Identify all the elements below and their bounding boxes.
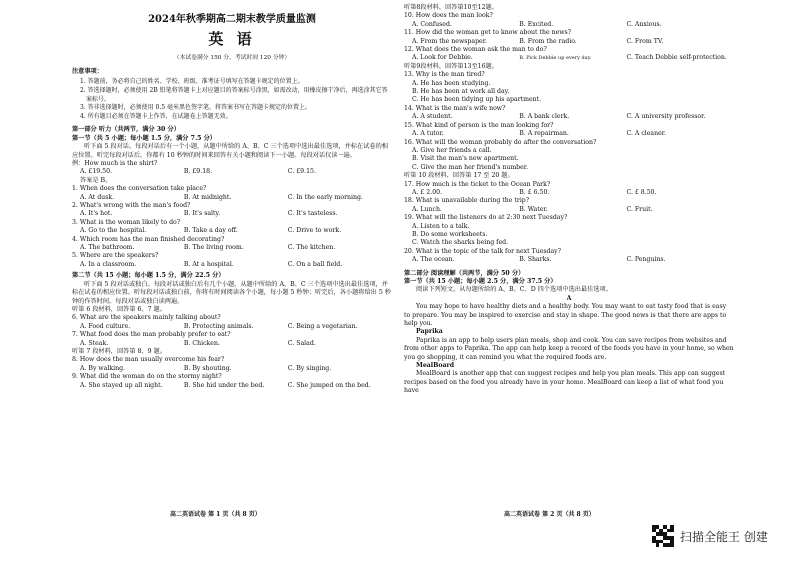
option: C. Anxious. [626, 20, 662, 28]
option: A. At dusk. [80, 193, 115, 201]
option: A. From the newspaper. [412, 37, 487, 45]
option: A. Go to the hospital. [80, 227, 147, 235]
option: B. It's salty. [183, 210, 221, 218]
option: C. It's tasteless. [287, 210, 338, 218]
option: C. A university professor. [626, 113, 706, 121]
scanner-watermark [652, 525, 768, 547]
option: B. £9.18. [183, 168, 213, 176]
option: B. She hid under the bed. [183, 381, 265, 389]
notice-list [72, 78, 392, 121]
options [80, 244, 392, 252]
page-footer: 高二英语试卷 第 1 页（共 8 页） [170, 511, 261, 518]
passage-intro: You may hope to have healthy diets and a healthy body. You may want to eat tasty food that is easy to prepare. You may be inspired to exercise and stay in shape. The good news is that there are apps to help you. [404, 303, 727, 328]
option: A. By walking. [80, 364, 126, 372]
option: A. Give her friends a call. [412, 146, 492, 154]
option: B. By shouting. [183, 364, 232, 372]
question: 20. What is the topic of the talk for next Tuesday? [404, 247, 561, 255]
option: B. From the radio. [519, 37, 577, 45]
example-answer: 答案是 B。 [80, 176, 112, 184]
section-heading: 第一节（共 5 小题；每小题 1.5 分，满分 7.5 分） [72, 134, 216, 142]
example-question: 例：How much is the shirt? [72, 160, 158, 167]
question: 6. What are the speakers mainly talking about? [72, 314, 221, 322]
notice-item: 4. 所有题目必须在答题卡上作答，在试题卷上答题无效。 [80, 112, 232, 120]
options [412, 189, 734, 197]
part-heading: 第一部分 听力（共两节，满分 30 分） [72, 126, 180, 134]
options [412, 223, 734, 248]
option: B. Do some worksheets. [412, 230, 488, 238]
notice-title: 注意事项： [72, 68, 103, 75]
app-heading: Paprika [416, 328, 443, 336]
option: A. The ocean. [412, 256, 455, 264]
question: 12. What does the woman ask the man to do? [404, 46, 547, 54]
option: C. On a ball field. [287, 260, 343, 268]
question: 16. What will the woman probably do after the conversation? [404, 138, 597, 146]
option: C. £ 8.50. [626, 188, 657, 196]
options [80, 227, 392, 235]
option: B. Protecting animals. [183, 322, 254, 330]
subject-title: 英 语 [208, 30, 256, 48]
options [80, 323, 392, 331]
option: C. £9.15. [287, 168, 316, 176]
option: A. Look for Debbie. [412, 54, 473, 62]
option: B. At midnight. [183, 193, 232, 201]
question: 18. What is unavailable during the trip? [404, 197, 530, 205]
question: 8. How does the man usually overcome his fear? [72, 356, 225, 364]
page-2 [404, 4, 734, 396]
directions: 听下面 5 段对话或独白。每段对话或独白后有几个小题，从题中所给的 A、B、C 三个选项中选出最佳选项，并标在试卷的相应位置。听每段对话或独白前，你将有时间阅读各个小题，每小题 5 秒钟；听完后，各小题将给出 5 秒钟的作答时间。每段对话或独白读两遍。 [72, 280, 391, 305]
option: C. Watch the sharks being fed. [412, 239, 509, 247]
directions: 听下面 5 段对话。每段对话后有一个小题，从题中所给的 A、B、C 三个选项中选出最佳选项，并标在试卷的相应位置。听完每段对话后，你都有 10 秒钟的时间来回答有关小题和阅读下一小题。每段对话仅读一遍。 [72, 143, 388, 159]
option: C. A cleaner. [626, 130, 667, 138]
options [80, 382, 392, 390]
option: A. Listen to a talk. [412, 222, 470, 230]
option: C. Teach Debbie self-protection. [626, 54, 727, 62]
option: B. Pick Debbie up every day. [519, 55, 592, 62]
question: 1. When does the conversation take place? [72, 185, 207, 193]
group-heading: 听第 10 段材料，回答第 17 至 20 题。 [404, 172, 514, 180]
options [80, 261, 392, 269]
page-1 [72, 0, 392, 390]
question: 13. Why is the man tired? [404, 71, 485, 79]
options [412, 113, 734, 121]
option: A. It's hot. [80, 210, 113, 218]
option: C. Salad. [287, 339, 316, 347]
option: C. From TV. [626, 37, 664, 45]
app-paragraph: Paprika is an app to help users plan meals, shop and cook. You can save recipes from websites and from other apps to Paprika. The app can help keep a record of the foods you have in your home, so when you go shopping, it can remind you what the required foods are. [404, 336, 734, 361]
options [80, 365, 392, 373]
options [412, 130, 734, 138]
option: C. Drive to work. [287, 227, 342, 235]
options [412, 206, 734, 214]
question: 14. What is the man's wife now? [404, 104, 506, 112]
question: 17. How much is the ticket to the Ocean Park? [404, 180, 551, 188]
question: 3. What is the woman likely to do? [72, 218, 181, 226]
notice-item: 3. 答非选择题时，必须使用 0.5 毫米黑色签字笔，将答案书写在答题卡规定的位置上。 [80, 104, 311, 112]
option: C. Penguins. [626, 256, 666, 264]
options [80, 194, 392, 202]
option: B. £ 6.50. [519, 188, 550, 196]
option: B. He has been at work all day. [412, 88, 510, 96]
app-heading: MealBoard [416, 362, 455, 370]
qr-code-icon [652, 525, 674, 547]
option: C. She jumped on the bed. [287, 381, 371, 389]
option: C. Fruit. [626, 205, 653, 213]
page-footer: 高二英语试卷 第 2 页（共 8 页） [504, 511, 595, 518]
group-heading: 听第8段材料，回答第10至12题。 [404, 4, 498, 11]
question: 7. What food does the man probably prefer to eat? [72, 331, 231, 339]
option: A. The bathroom. [80, 244, 135, 252]
option: B. Take a day off. [183, 227, 238, 235]
option: B. Excited. [519, 20, 554, 28]
section-heading: 第一节（共 15 小题；每小题 2.5 分，满分 37.5 分） [404, 278, 557, 285]
question: 10. How does the man look? [404, 12, 493, 20]
options [412, 54, 734, 62]
group-heading: 听第9段材料，回答第13至16题。 [404, 62, 498, 70]
option: B. At a hospital. [183, 260, 234, 268]
option: A. £ 2.00. [412, 188, 443, 196]
option: A. A tutor. [412, 130, 444, 138]
part-heading: 第二部分 阅读理解（共两节，满分 50 分） [404, 269, 525, 277]
option: C. Give the man her friend's number. [412, 163, 529, 171]
question: 11. How did the woman get to know about the news? [404, 29, 572, 37]
options [412, 256, 734, 264]
option: B. Chicken. [183, 339, 220, 347]
option: A. He has been studying. [412, 79, 491, 87]
option: C. In the early morning. [287, 193, 363, 201]
app-paragraph: MealBoard is another app that can suggest recipes and help you plan meals. This app can suggest recipes based on the food you already have in your home. MealBoard can keep a list of what food you have [404, 370, 726, 395]
option: C. By singing. [287, 364, 332, 372]
option: B. A bank clerk. [519, 113, 570, 121]
option: C. He has been tidying up his apartment. [412, 96, 542, 104]
option: A. She stayed up all night. [80, 381, 163, 389]
option: B. The living room. [183, 244, 244, 252]
notice-item: 1. 答题前，务必将自己的姓名、学校、班级、准考证号填写在答题卡规定的位置上。 [80, 78, 304, 86]
score-line: （本试卷满分 150 分，考试时间 120 分钟） [173, 55, 291, 61]
example-options [80, 168, 392, 176]
option: B. A repairman. [519, 130, 569, 138]
directions: 阅读下列短文，从每题所给的 A、B、C、D 四个选项中选出最佳选项。 [416, 286, 612, 294]
options [80, 210, 392, 218]
passage-label: A [566, 294, 572, 302]
watermark-text: 扫描全能王 创建 [680, 529, 768, 544]
notice-item: 2. 答选择题时，必须使用 2B 铅笔将答题卡上对应题目的答案标号涂黑，如需改动，用橡皮擦干净后，再选涂其它答案标号。 [80, 87, 388, 103]
options [412, 147, 734, 172]
option: A. Food culture. [80, 322, 131, 330]
option: A. In a classroom. [80, 260, 137, 268]
option: B. Water. [519, 205, 548, 213]
option: C. The kitchen. [287, 244, 336, 252]
question: 9. What did the woman do on the stormy night? [72, 373, 222, 381]
section-heading: 第二节（共 15 小题；每小题 1.5 分，满分 22.5 分） [72, 272, 225, 280]
option: A. Lunch. [412, 205, 442, 213]
option: A. A student. [412, 113, 453, 121]
question: 4. Which room has the man finished decorating? [72, 235, 225, 243]
question: 2. What's wrong with the man's food? [72, 202, 191, 210]
option: A. Steak. [80, 339, 109, 347]
question: 19. What will the listeners do at 2:30 next Tuesday? [404, 214, 568, 222]
option: B. Visit the man's new apartment. [412, 155, 519, 163]
options [412, 80, 734, 105]
option: A. Confused. [412, 20, 452, 28]
group-heading: 听第 7 段材料，回答第 8、9 题。 [72, 347, 166, 355]
group-heading: 听第 6 段材料，回答第 6、7 题。 [72, 305, 166, 313]
option: B. Sharks. [519, 256, 552, 264]
option: C. Being a vegetarian. [287, 322, 358, 330]
question: 5. Where are the speakers? [72, 252, 159, 260]
exam-title: 2024年秋季期高二期末教学质量监测 [148, 14, 316, 25]
options [80, 340, 392, 348]
option: A. £19.50. [80, 168, 113, 176]
question: 15. What kind of person is the man looking for? [404, 121, 554, 129]
question-block [72, 185, 392, 269]
options [412, 21, 734, 29]
options [412, 38, 734, 46]
